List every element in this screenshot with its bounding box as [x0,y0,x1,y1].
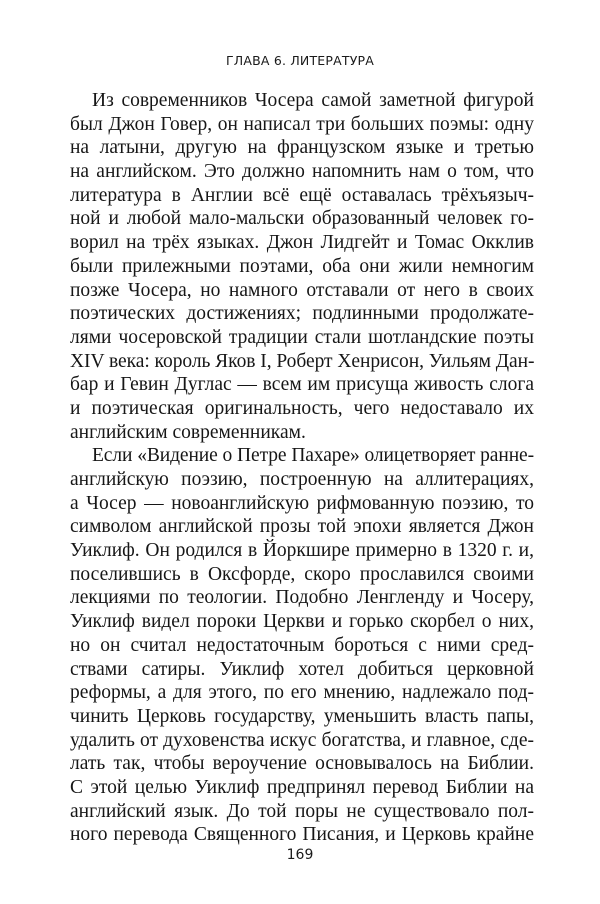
text-line: лями чосеровской традиции стали шотландские поэты [70,326,534,348]
text-line: XIV века: король Яков I, Роберт Хенрисон, Уильям Дан- [70,350,535,372]
text-line: поселившись в Оксфорде, скоро прославился своими [70,563,534,585]
text-line: Из современников Чосера самой заметной фигурой [92,90,534,111]
text-line: английским современникам. [70,421,306,443]
body-text [70,89,534,847]
text-line: реформы, а для этого, по его мнению, надлежало под- [70,682,534,704]
text-line: на латыни, другую на французском языке и третью [70,137,534,159]
text-line: но он считал недостаточным бороться с ними сред- [70,634,534,656]
text-line: а Чосер — новоанглийскую рифмованную поэзию, то [70,492,534,514]
text-line: был Джон Говер, он написал три больших поэмы: одну [70,113,534,135]
text-line: Уиклиф. Он родился в Йоркшире примерно в 1320 г. и, [70,540,534,562]
text-line: английский язык. До той поры не существовало пол- [70,800,534,822]
text-line: поэтических достижениях; подлинными продолжате- [70,303,534,325]
text-line: на английском. Это должно напомнить нам о том, что [70,161,534,183]
text-line: английскую поэзию, построенную на аллитерациях, [70,469,534,490]
running-header: ГЛАВА 6. ЛИТЕРАТУРА [225,53,375,68]
text-line: ной и любой мало-мальски образованный человек го- [70,208,534,230]
text-line: литература в Англии всё ещё оставалась трёхъязыч- [70,184,534,206]
text-line: лать так, чтобы вероучение основывалось на Библии. [70,753,534,775]
text-line: позже Чосера, но намного отставали от него в своих [70,279,534,301]
paragraph [70,444,534,847]
paragraph [70,89,534,444]
text-line: ворил на трёх языках. Джон Лидгейт и Томас Окклив [70,232,534,254]
text-line: и поэтическая оригинальность, чего недоставало их [70,397,534,419]
text-line: бар и Гевин Дуглас — всем им присуща живость слога [70,374,534,396]
text-line: Уиклиф видел пороки Церкви и горько скорбел о них, [70,611,534,633]
text-line: чинить Церковь государству, уменьшить власть папы, [70,705,534,727]
text-line: ного перевода Священного Писания, и Церковь крайне [70,824,534,846]
text-line: С этой целью Уиклиф предпринял перевод Библии на [70,776,534,798]
text-line: были прилежными поэтами, оба они жили немногим [70,255,534,277]
text-line: ствами сатиры. Уиклиф хотел добиться церковной [70,658,534,680]
page-number: 169 [286,847,314,863]
text-line: лекциями по теологии. Подобно Ленгленду и Чосеру, [70,587,534,609]
text-line: Если «Видение о Петре Пахаре» олицетворяет ранне- [92,445,534,467]
text-line: символом английской прозы той эпохи является Джон [70,516,534,538]
text-line: удалить от духовенства искус богатства, и главное, сде- [70,729,534,751]
